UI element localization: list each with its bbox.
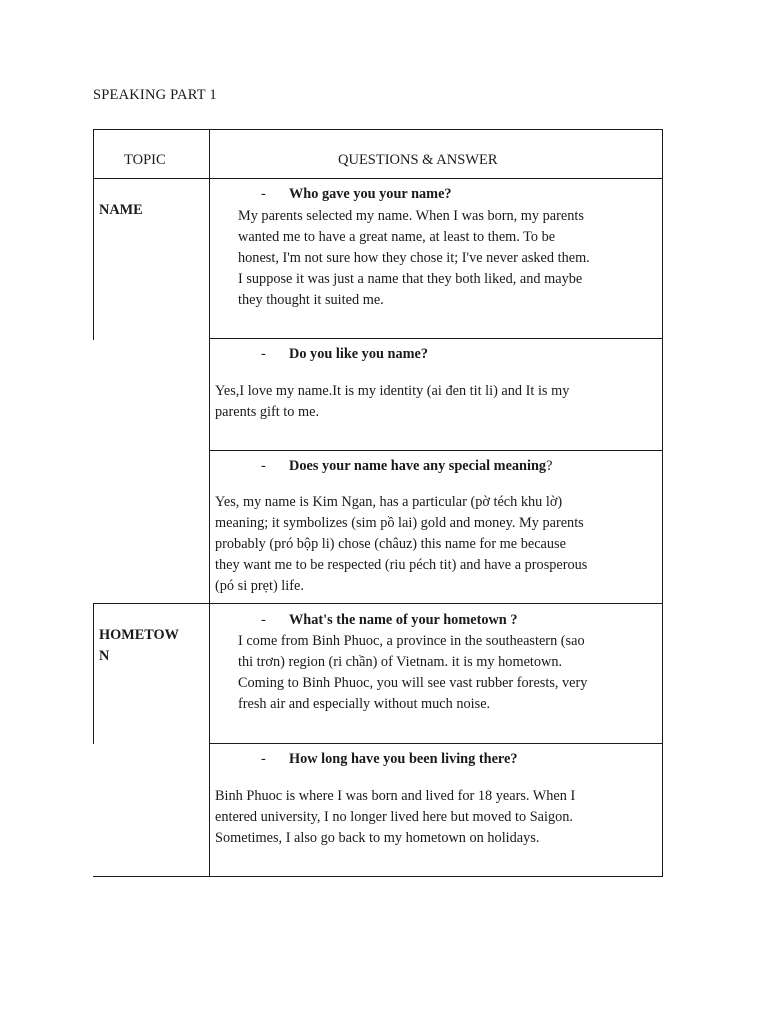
bullet-dash: - xyxy=(261,612,266,628)
header-topic: TOPIC xyxy=(124,152,166,168)
bullet-dash: - xyxy=(261,751,266,767)
bullet-dash: - xyxy=(261,458,266,474)
header-bottom-border xyxy=(93,178,663,179)
answer xyxy=(215,381,569,423)
answer-line: (pó si prẹt) life. xyxy=(215,578,304,594)
answer-line: fresh air and especially without much noise. xyxy=(238,696,491,712)
question-text: Who gave you your name? xyxy=(289,186,452,202)
row-divider xyxy=(209,338,663,339)
page-title: SPEAKING PART 1 xyxy=(93,87,217,103)
answer-line: they want me to be respected (riu péch tit) and have a prosperous xyxy=(215,557,588,573)
question-text: How long have you been living there? xyxy=(289,751,518,767)
question-tail: ? xyxy=(546,458,553,474)
row-divider xyxy=(209,743,663,744)
table-bottom-border xyxy=(93,876,663,877)
topic-hometown xyxy=(99,625,179,667)
bullet-dash: - xyxy=(261,186,266,202)
answer-line: thi trơn) region (ri chần) of Vietnam. it is my hometown. xyxy=(238,654,563,670)
answer-line: Coming to Binh Phuoc, you will see vast rubber forests, very xyxy=(238,675,588,691)
question xyxy=(261,346,428,363)
row-divider xyxy=(209,450,663,451)
bullet-dash: - xyxy=(261,346,266,362)
question xyxy=(261,612,518,629)
question xyxy=(261,751,518,768)
answer-line: I come from Binh Phuoc, a province in the southeastern (sao xyxy=(238,633,585,649)
answer-line: I suppose it was just a name that they both liked, and maybe xyxy=(238,271,583,287)
question xyxy=(261,458,552,475)
answer xyxy=(215,786,575,849)
answer-line: they thought it suited me. xyxy=(238,292,384,308)
answer-line: meaning; it symbolizes (sim pồ lai) gold and money. My parents xyxy=(215,515,584,531)
answer-line: wanted me to have a great name, at least to them. To be xyxy=(238,229,556,245)
header-questions-answer: QUESTIONS & ANSWER xyxy=(338,152,498,168)
question-text: Does your name have any special meaning xyxy=(289,458,547,474)
answer-line: Yes,I love my name.It is my identity (ai đen tit li) and It is my xyxy=(215,383,570,399)
topic-line: HOMETOW xyxy=(99,627,179,643)
answer-line: Yes, my name is Kim Ngan, has a particular (pờ téch khu lờ) xyxy=(215,494,563,510)
question-text: Do you like you name? xyxy=(289,346,429,362)
topic-line: N xyxy=(99,648,110,664)
answer-line: Binh Phuoc is where I was born and lived for 18 years. When I xyxy=(215,788,576,804)
answer-line: honest, I'm not sure how they chose it; I've never asked them. xyxy=(238,250,590,266)
answer xyxy=(215,492,587,597)
answer-line: parents gift to me. xyxy=(215,404,320,420)
column-divider xyxy=(209,129,210,877)
right-border xyxy=(662,129,663,877)
answer-line: probably (pró bộp li) chose (châuz) this name for me because xyxy=(215,536,566,552)
question-text: What's the name of your hometown ? xyxy=(289,612,518,628)
table-top-border xyxy=(93,129,663,130)
answer-line: My parents selected my name. When I was born, my parents xyxy=(238,208,584,224)
answer xyxy=(238,631,587,715)
answer-line: entered university, I no longer lived here but moved to Saigon. xyxy=(215,809,573,825)
left-border-hometown xyxy=(93,603,94,744)
question xyxy=(261,186,452,203)
topic-name: NAME xyxy=(99,202,143,218)
left-border-header xyxy=(93,129,94,340)
answer-line: Sometimes, I also go back to my hometown on holidays. xyxy=(215,830,540,846)
answer xyxy=(238,206,590,311)
section-divider xyxy=(93,603,663,604)
